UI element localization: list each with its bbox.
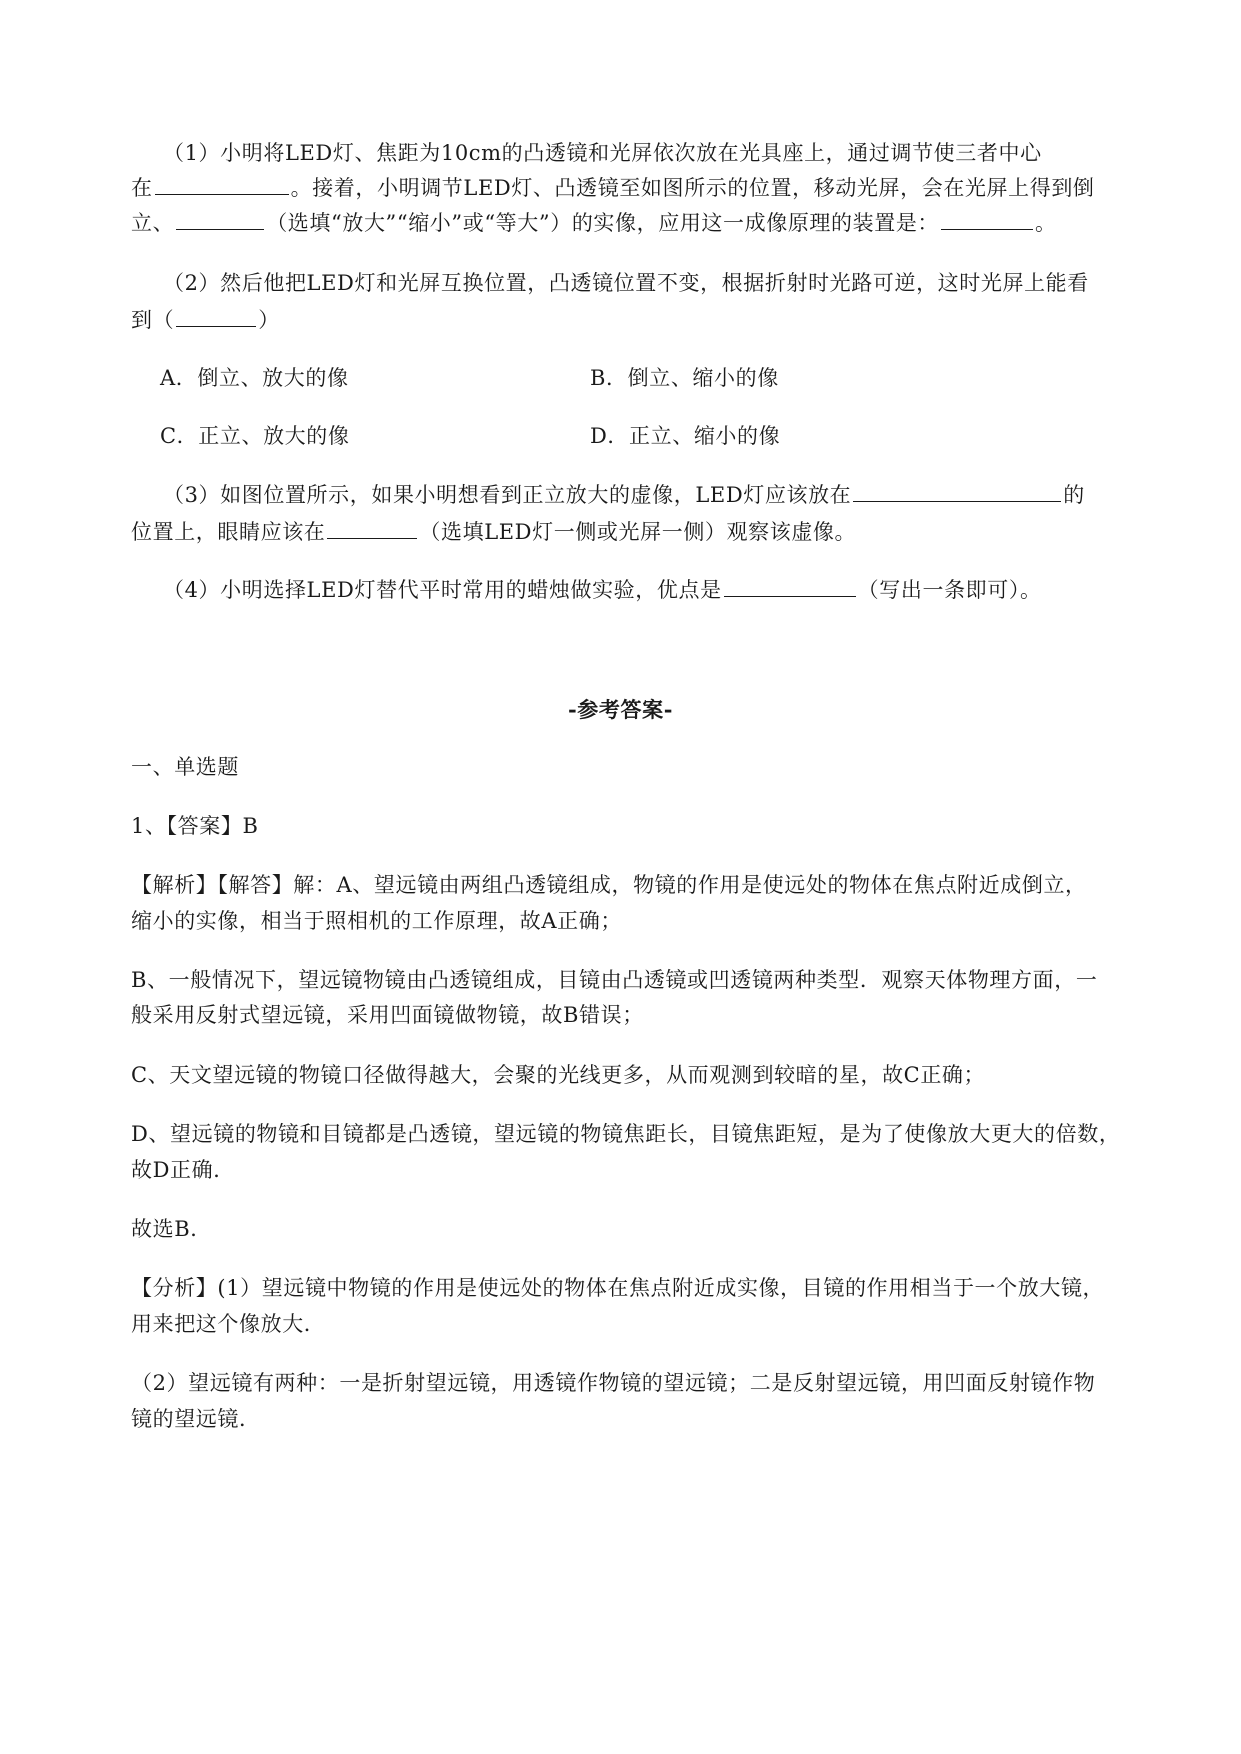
- fenxi2-text-1: （2）望远镜有两种：一是折射望远镜，用透镜作物镜的望远镜；二是反射望远镜，用凹面反射镜作物: [131, 1371, 1096, 1395]
- analysis-line-1: [131, 870, 1087, 900]
- analysis-text-1: 【解析】【解答】解：A、望远镜由两组凸透镜组成，物镜的作用是使远处的物体在焦点附近成倒立，: [131, 873, 1087, 897]
- q1-line-2: [131, 173, 1095, 203]
- fenxi-line-1: [131, 1273, 1104, 1303]
- q3-line-2: [131, 517, 856, 547]
- q1-line-3: [131, 208, 1057, 238]
- q4-line-1: [163, 575, 1042, 605]
- q1-blank-size[interactable]: [176, 209, 264, 230]
- final-choice: [131, 1214, 212, 1244]
- q3-text-2b: （选填LED灯一侧或光屏一侧）观察该虚像。: [419, 520, 857, 544]
- option-d-explanation-text-2: 故D正确．: [131, 1158, 235, 1182]
- analysis-text-2: 缩小的实像，相当于照相机的工作原理，故A正确；: [131, 909, 622, 933]
- q2-option-c-label: C．正立、放大的像: [160, 424, 350, 448]
- q2-text-2a: 到（: [131, 308, 175, 332]
- answer-key-title: -参考答案-: [567, 697, 674, 722]
- q3-line-1: [163, 480, 1085, 510]
- option-b-explanation-text-2: 般采用反射式望远镜，采用凹面镜做物镜，故B错误；: [131, 1003, 644, 1027]
- q2-text-2b: ）: [258, 308, 280, 332]
- q2-option-a[interactable]: [160, 363, 349, 393]
- q1-text-3a: 立、: [131, 211, 175, 235]
- answer-key-heading: [0, 695, 1241, 725]
- q2-blank-answer[interactable]: [176, 306, 256, 327]
- fenxi2-line-2: [131, 1404, 261, 1434]
- q1-line-1: [163, 138, 1042, 168]
- q2-option-b[interactable]: [590, 363, 779, 393]
- option-b-explanation-line-1: [131, 965, 1097, 995]
- q3-text-1b: 的: [1063, 483, 1085, 507]
- q3-text-1a: （3）如图位置所示，如果小明想看到正立放大的虚像，LED灯应该放在: [163, 483, 852, 507]
- q2-line-2: [131, 305, 280, 335]
- q1-text-3c: 。: [1035, 211, 1057, 235]
- final-choice-text: 故选B．: [131, 1217, 212, 1241]
- fenxi-line-2: [131, 1309, 325, 1339]
- q3-text-2a: 位置上，眼睛应该在: [131, 520, 326, 544]
- q2-text-1: （2）然后他把LED灯和光屏互换位置，凸透镜位置不变，根据折射时光路可逆，这时光屏上能看: [163, 271, 1089, 295]
- q2-option-b-label: B．倒立、缩小的像: [590, 366, 779, 390]
- section-title: [131, 752, 239, 782]
- section-title-text: 一、单选题: [131, 755, 239, 779]
- fenxi-text-1: 【分析】(1）望远镜中物镜的作用是使远处的物体在焦点附近成实像，目镜的作用相当于一个放大镜，: [131, 1276, 1105, 1300]
- answer-item-1: [131, 811, 259, 841]
- q3-blank-position[interactable]: [853, 481, 1061, 502]
- q1-text-1: （1）小明将LED灯、焦距为10cm的凸透镜和光屏依次放在光具座上，通过调节使三者中心: [163, 141, 1042, 165]
- q1-text-3b: （选填“放大”“缩小”或“等大”）的实像，应用这一成像原理的装置是：: [266, 211, 940, 235]
- option-d-explanation-line-2: [131, 1155, 235, 1185]
- q2-option-a-label: A．倒立、放大的像: [160, 366, 349, 390]
- option-b-explanation-line-2: [131, 1000, 644, 1030]
- q1-blank-device[interactable]: [941, 209, 1033, 230]
- q2-option-d-label: D．正立、缩小的像: [590, 424, 781, 448]
- q1-blank-center[interactable]: [155, 174, 289, 195]
- option-d-explanation-line-1: [131, 1119, 1120, 1149]
- q4-text-1b: （写出一条即可）。: [857, 578, 1042, 602]
- option-d-explanation-text-1: D、望远镜的物镜和目镜都是凸透镜，望远镜的物镜焦距长，目镜焦距短，是为了使像放大更大的倍数，: [131, 1122, 1121, 1146]
- analysis-line-2: [131, 906, 622, 936]
- option-c-explanation-line-1: [131, 1060, 985, 1090]
- fenxi2-text-2: 镜的望远镜．: [131, 1407, 261, 1431]
- option-c-explanation-text-1: C、天文望远镜的物镜口径做得越大，会聚的光线更多，从而观测到较暗的星，故C正确；: [131, 1063, 986, 1087]
- q4-text-1a: （4）小明选择LED灯替代平时常用的蜡烛做实验，优点是: [163, 578, 722, 602]
- q2-option-d[interactable]: [590, 421, 780, 451]
- q1-text-2a: 在: [131, 176, 153, 200]
- q2-option-c[interactable]: [160, 421, 349, 451]
- fenxi-text-2: 用来把这个像放大．: [131, 1312, 326, 1336]
- option-b-explanation-text-1: B、一般情况下，望远镜物镜由凸透镜组成，目镜由凸透镜或凹透镜两种类型．观察天体物理方面，一: [131, 968, 1098, 992]
- q4-blank-advantage[interactable]: [724, 576, 856, 597]
- q2-line-1: [163, 268, 1089, 298]
- answer-item-1-text: 1、【答案】B: [131, 814, 259, 838]
- q1-text-2b: 。接着，小明调节LED灯、凸透镜至如图所示的位置，移动光屏，会在光屏上得到倒: [290, 176, 1095, 200]
- q3-blank-side[interactable]: [327, 518, 417, 539]
- fenxi2-line-1: [131, 1368, 1095, 1398]
